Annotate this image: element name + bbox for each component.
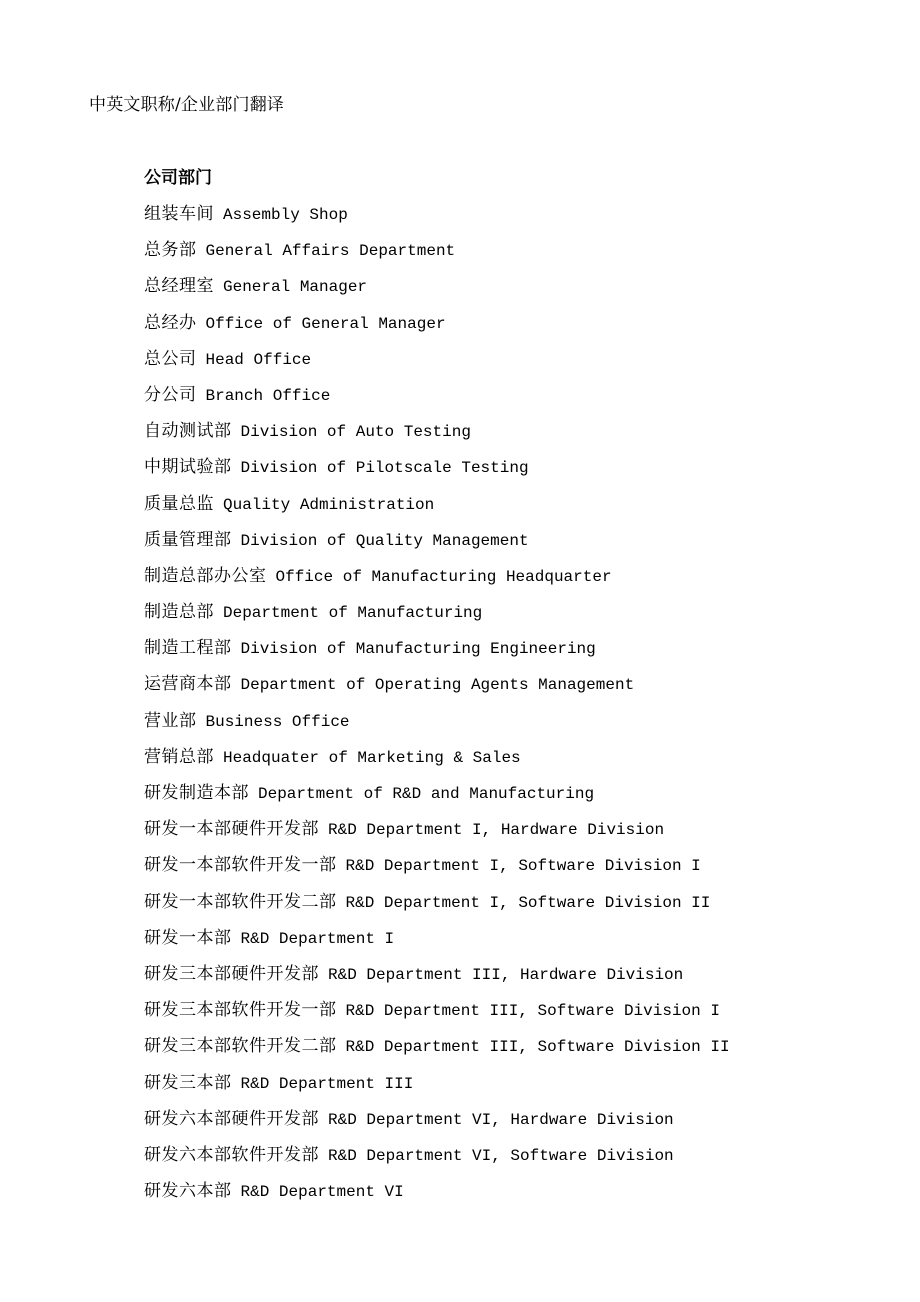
list-item [144, 455, 884, 491]
list-item [144, 311, 884, 347]
department-name-english: Department of Manufacturing [223, 604, 483, 623]
list-item [144, 238, 884, 274]
department-name-chinese: 研发三本部 [144, 1072, 232, 1093]
list-item [144, 564, 884, 600]
list-item [144, 600, 884, 636]
department-name-english: Division of Quality Management [240, 531, 529, 550]
department-name-english: R&D Department I, Software Division II [345, 893, 711, 912]
department-name-english: Assembly Shop [223, 206, 348, 224]
list-item [144, 636, 884, 672]
list-item [144, 492, 884, 528]
list-item [144, 926, 884, 962]
department-name-chinese: 研发三本部软件开发二部 [144, 1036, 337, 1057]
department-name-chinese: 总经理室 [144, 276, 214, 297]
department-name-chinese: 中期试验部 [144, 457, 232, 478]
list-item [144, 1071, 884, 1107]
department-name-english: R&D Department I [240, 929, 395, 948]
list-item [144, 709, 884, 745]
department-name-english: R&D Department VI, Hardware Division [328, 1110, 674, 1129]
department-name-chinese: 分公司 [144, 384, 197, 405]
department-name-english: Quality Administration [223, 495, 435, 514]
department-name-chinese: 自动测试部 [144, 421, 232, 442]
list-item [144, 672, 884, 708]
department-name-chinese: 研发三本部软件开发一部 [144, 1000, 337, 1021]
department-name-chinese: 总经办 [144, 312, 197, 333]
department-name-chinese: 研发一本部硬件开发部 [144, 819, 319, 840]
department-name-chinese: 质量总监 [144, 493, 214, 514]
department-name-english: R&D Department III, Software Division II [345, 1038, 730, 1057]
department-name-english: Head Office [205, 350, 312, 369]
document-title: 中英文职称/企业部门翻译 [89, 95, 285, 115]
list-item [144, 347, 884, 383]
department-name-chinese: 质量管理部 [144, 529, 232, 550]
department-list [144, 202, 884, 1215]
list-item [144, 1034, 884, 1070]
list-item [144, 1107, 884, 1143]
list-item [144, 962, 884, 998]
list-item [144, 781, 884, 817]
list-item [144, 817, 884, 853]
list-item [144, 419, 884, 455]
department-name-english: Division of Pilotscale Testing [240, 459, 529, 478]
department-name-english: Office of Manufacturing Headquarter [275, 567, 612, 586]
department-name-english: R&D Department III, Software Division I [345, 1002, 720, 1021]
department-name-english: R&D Department III [240, 1074, 414, 1093]
department-name-chinese: 研发六本部软件开发部 [144, 1144, 319, 1165]
department-name-english: Department of Operating Agents Management [240, 676, 635, 695]
department-name-english: R&D Department III, Hardware Division [328, 965, 684, 984]
department-name-english: General Manager [223, 278, 368, 297]
section-heading: 公司部门 [144, 168, 212, 188]
department-name-chinese: 运营商本部 [144, 674, 232, 695]
department-name-english: R&D Department I, Hardware Division [328, 821, 665, 840]
department-name-chinese: 总务部 [144, 240, 197, 261]
department-name-chinese: 研发六本部硬件开发部 [144, 1108, 319, 1129]
department-name-chinese: 研发一本部软件开发二部 [144, 891, 337, 912]
department-name-chinese: 研发一本部 [144, 927, 232, 948]
list-item [144, 274, 884, 310]
list-item [144, 528, 884, 564]
department-name-english: Business Office [205, 712, 350, 731]
department-name-chinese: 组装车间 [144, 204, 214, 224]
department-name-chinese: 研发三本部硬件开发部 [144, 963, 319, 984]
department-name-english: Department of R&D and Manufacturing [258, 785, 595, 803]
department-name-chinese: 营业部 [144, 710, 197, 731]
department-name-chinese: 制造总部 [144, 602, 214, 623]
department-name-english: R&D Department VI [240, 1183, 404, 1202]
department-name-chinese: 总公司 [144, 348, 197, 369]
department-name-english: R&D Department VI, Software Division [328, 1146, 674, 1165]
department-name-english: Headquater of Marketing & Sales [223, 748, 521, 767]
list-item [144, 202, 884, 238]
department-name-english: Division of Manufacturing Engineering [240, 640, 596, 659]
department-name-chinese: 营销总部 [144, 746, 214, 767]
list-item [144, 853, 884, 889]
list-item [144, 1143, 884, 1179]
department-name-chinese: 制造工程部 [144, 638, 232, 659]
company-departments-section [144, 166, 884, 1215]
department-name-english: Office of General Manager [205, 314, 446, 333]
list-item [144, 745, 884, 781]
department-name-chinese: 研发六本部 [144, 1181, 232, 1202]
department-name-chinese: 研发制造本部 [144, 783, 249, 803]
department-name-english: Division of Auto Testing [240, 423, 471, 442]
list-item [144, 383, 884, 419]
department-name-english: General Affairs Department [205, 242, 456, 261]
department-name-chinese: 制造总部办公室 [144, 565, 267, 586]
department-name-chinese: 研发一本部软件开发一部 [144, 855, 337, 876]
department-name-english: Branch Office [205, 386, 331, 405]
list-item [144, 998, 884, 1034]
list-item [144, 890, 884, 926]
department-name-english: R&D Department I, Software Division I [345, 857, 701, 876]
list-item [144, 1179, 884, 1215]
